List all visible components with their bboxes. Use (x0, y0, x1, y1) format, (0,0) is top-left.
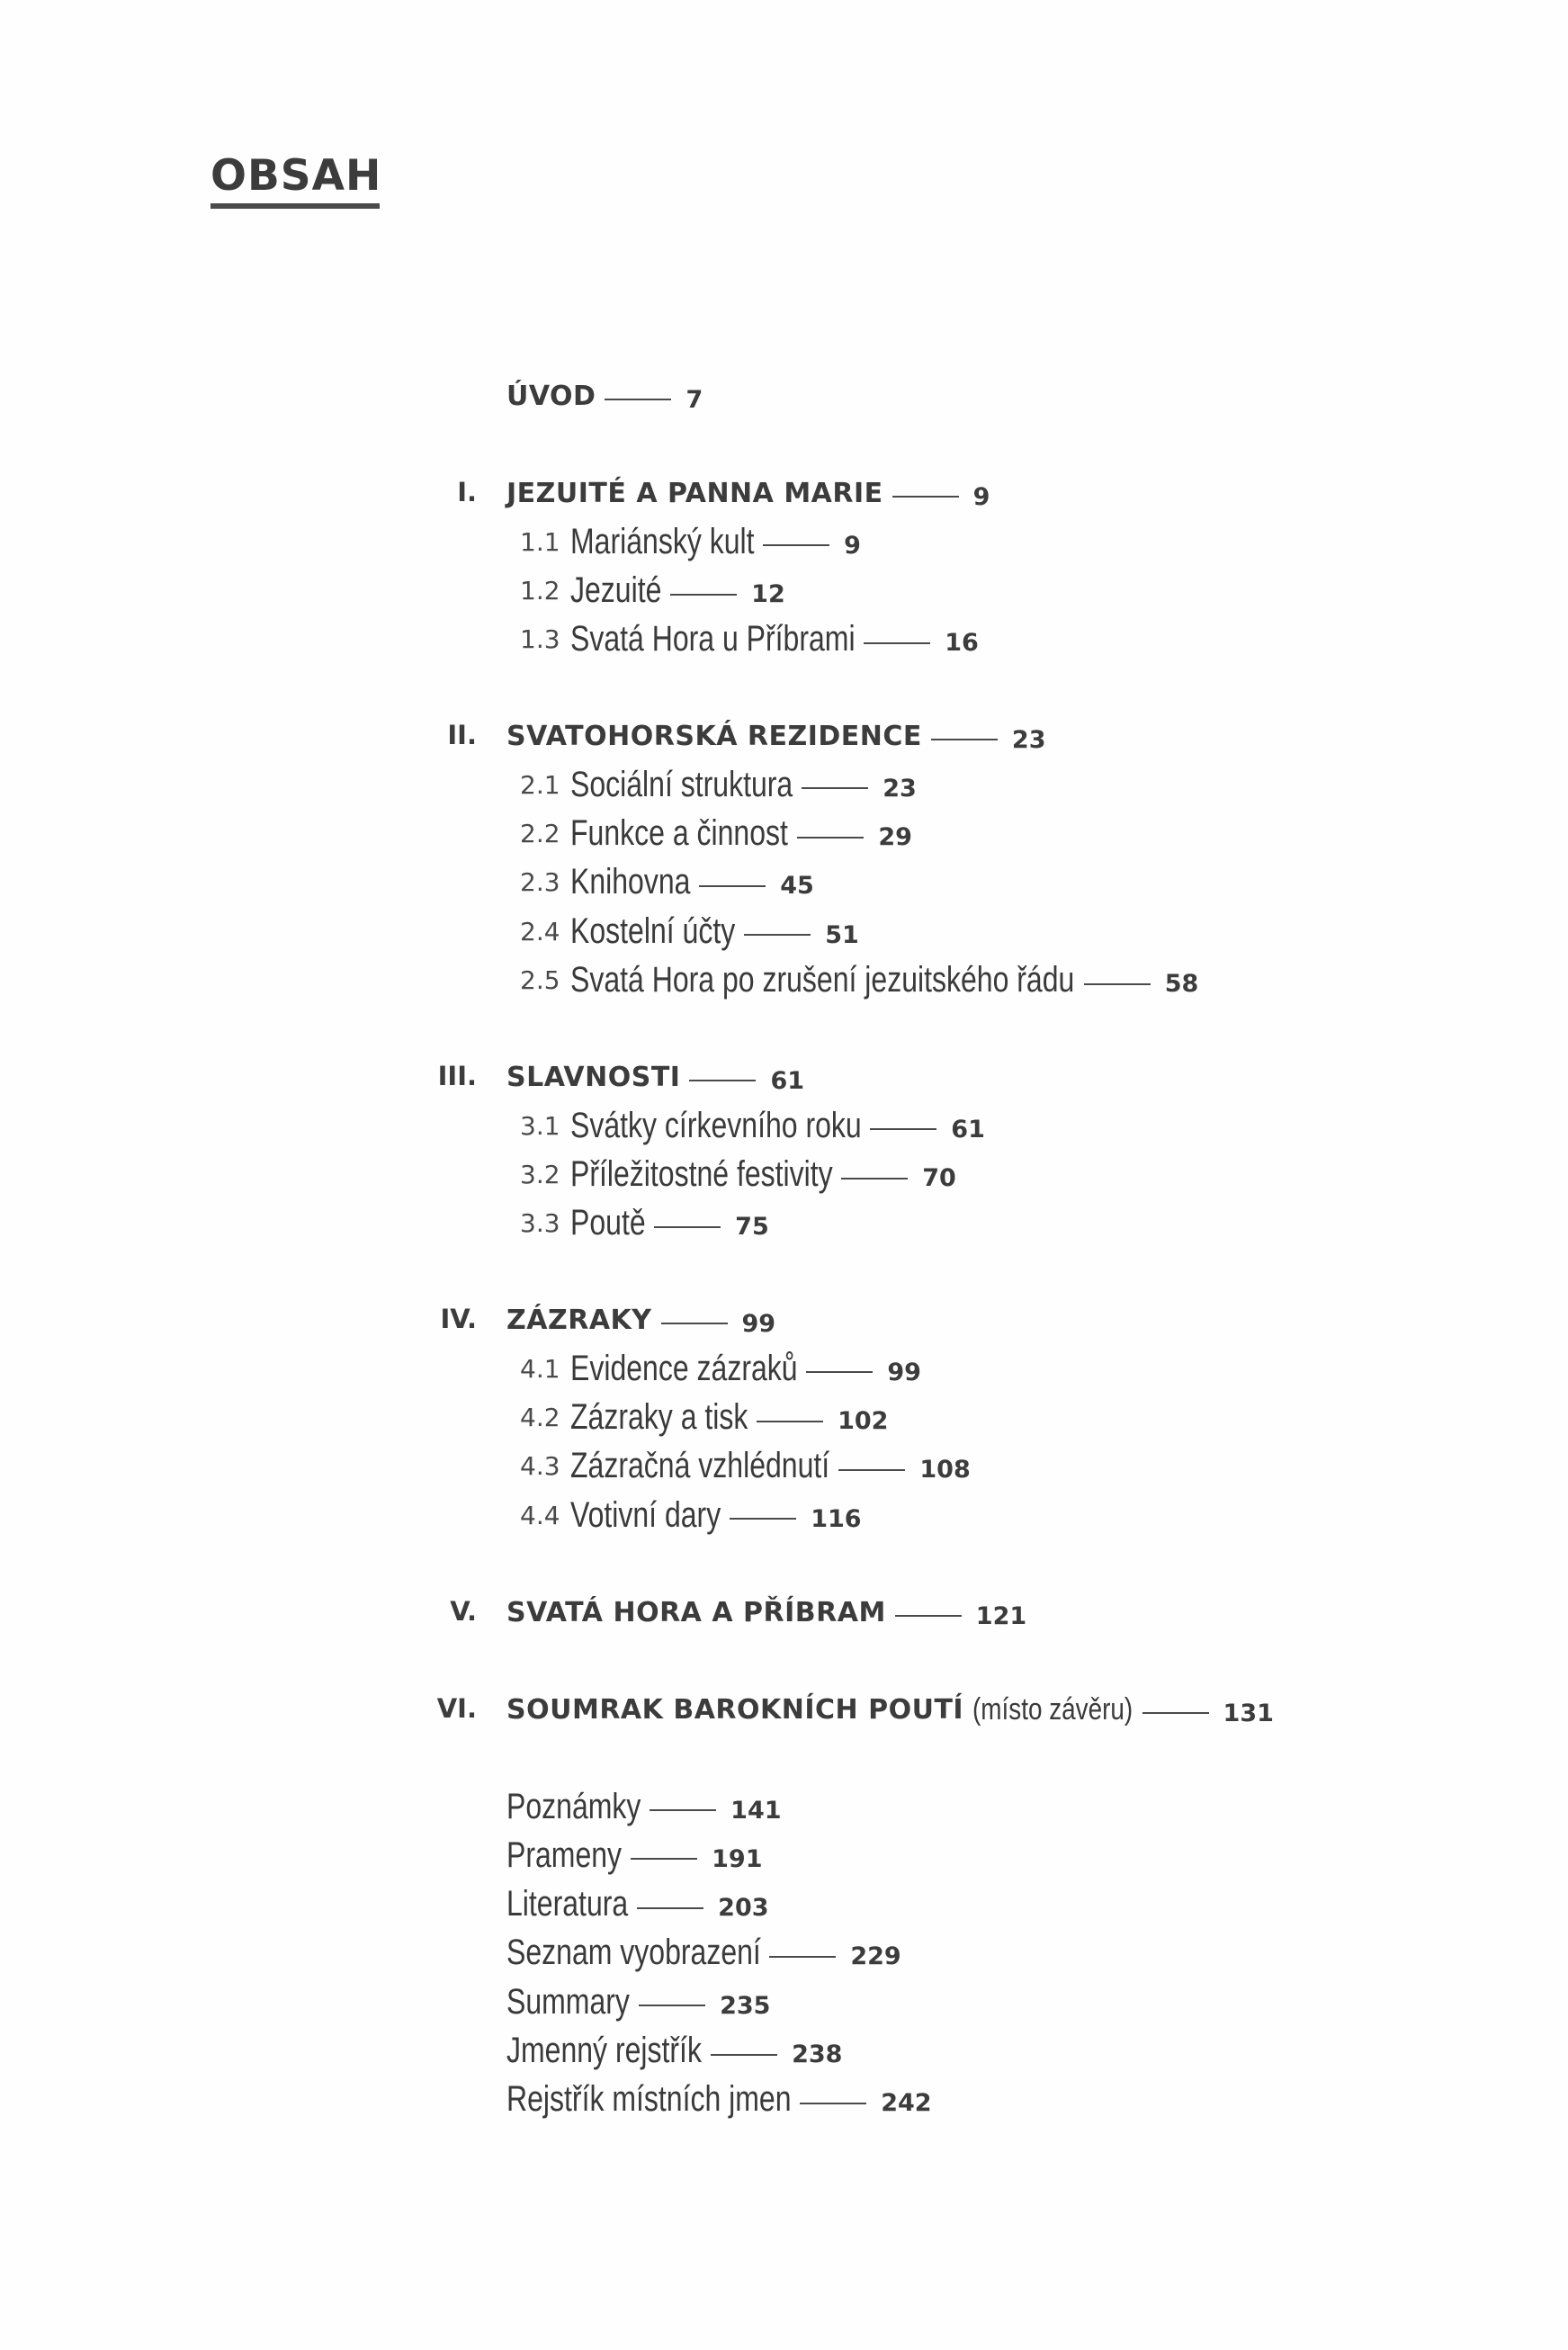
page-number: 29 (878, 823, 912, 852)
toc-entry-appendix[interactable] (506, 1834, 763, 1877)
toc-entry-section[interactable] (520, 1493, 862, 1537)
chapter-number: II. (447, 720, 477, 750)
section-title: Sociální struktura (570, 764, 793, 804)
toc-entry-section[interactable] (520, 570, 785, 613)
section-number: 1.1 (520, 526, 560, 557)
section-title: Kostelní účty (570, 910, 736, 951)
section-title: Funkce a činnost (570, 813, 788, 854)
toc-entry-appendix[interactable] (506, 2078, 932, 2121)
appendix-title: Rejstřík místních jmen (506, 2079, 792, 2120)
section-title: Votivní dary (570, 1494, 721, 1535)
section-title: Příležitostné festivity (570, 1154, 833, 1195)
page-number: 203 (718, 1894, 769, 1923)
toc-entry-section[interactable] (520, 1104, 985, 1147)
chapter-number: VI. (436, 1693, 477, 1724)
page-number: 238 (792, 2041, 843, 2068)
section-number: 3.3 (520, 1208, 560, 1239)
leader-line (864, 642, 930, 644)
chapter-number: III. (437, 1061, 477, 1091)
leader-line (802, 787, 868, 789)
toc-entry-chapter[interactable] (506, 1690, 1274, 1729)
toc-entry-section[interactable] (520, 959, 1198, 1002)
leader-line (631, 1858, 697, 1860)
leader-line (637, 1907, 703, 1909)
page-number: 121 (975, 1601, 1027, 1630)
leader-line (744, 934, 811, 936)
page-number: 242 (881, 2089, 932, 2118)
toc-entry-section[interactable] (520, 1153, 956, 1197)
leader-line (661, 1323, 728, 1324)
leader-line (769, 1956, 836, 1958)
leader-line (1084, 983, 1151, 985)
leader-line (654, 1226, 721, 1228)
toc-entry-appendix[interactable] (506, 1980, 770, 2023)
leader-line (650, 1809, 716, 1811)
leader-line (806, 1371, 873, 1373)
leader-line (763, 544, 829, 546)
section-number: 3.2 (520, 1160, 560, 1190)
page-number: 12 (751, 580, 785, 609)
chapter-number: I. (457, 477, 477, 507)
toc-entry-section[interactable] (520, 910, 859, 953)
section-number: 2.4 (520, 916, 560, 946)
toc-entry-appendix[interactable] (506, 1932, 901, 1975)
leader-line (797, 837, 864, 839)
chapter-title: ZÁZRAKY (506, 1304, 652, 1336)
page-number: 99 (887, 1358, 921, 1386)
page-number: 23 (883, 774, 917, 803)
section-title: Mariánský kult (570, 521, 755, 561)
page-number: 191 (712, 1844, 763, 1873)
leader-line (670, 594, 737, 596)
toc-entry-chapter[interactable] (506, 1300, 775, 1340)
toc-entry-section[interactable] (520, 1445, 971, 1488)
page-number: 16 (945, 629, 979, 658)
section-number: 2.5 (520, 965, 560, 995)
section-title: Poutě (570, 1203, 646, 1243)
page-number: 9 (844, 531, 861, 560)
section-number: 4.1 (520, 1353, 560, 1384)
section-number: 2.2 (520, 819, 560, 849)
leader-line (639, 2005, 705, 2006)
leader-line (838, 1469, 905, 1471)
leader-line (757, 1421, 823, 1422)
toc-entry-section[interactable] (520, 1202, 769, 1245)
toc-entry-section[interactable] (520, 1347, 921, 1390)
entry-title: ÚVOD (506, 380, 596, 412)
toc-entry-chapter[interactable] (506, 716, 1045, 756)
chapter-number: V. (450, 1596, 477, 1627)
chapter-number: IV. (440, 1304, 477, 1334)
section-number: 4.3 (520, 1451, 560, 1482)
page-number: 7 (685, 385, 703, 414)
appendix-title: Jmenný rejstřík (506, 2031, 702, 2070)
page-number: 108 (919, 1456, 971, 1484)
leader-line (689, 1080, 756, 1081)
section-number: 3.1 (520, 1110, 560, 1141)
page-number: 141 (730, 1796, 782, 1825)
leader-line (1142, 1712, 1209, 1714)
chapter-title: SOUMRAK BAROKNÍCH POUTÍ (506, 1693, 964, 1726)
page-number: 51 (825, 920, 859, 949)
section-title: Zázračná vzhlédnutí (570, 1446, 830, 1486)
section-title: Svatá Hora u Příbrami (570, 619, 856, 659)
toc-entry-intro[interactable] (506, 376, 703, 416)
toc-entry-section[interactable] (520, 618, 979, 661)
toc-entry-section[interactable] (520, 812, 912, 856)
page-number: 75 (735, 1213, 769, 1242)
toc-entry-section[interactable] (520, 763, 917, 806)
toc-entry-section[interactable] (520, 520, 861, 563)
appendix-title: Seznam vyobrazení (506, 1933, 761, 1973)
page-number: 61 (951, 1115, 985, 1144)
page-number: 58 (1164, 970, 1199, 998)
leader-line (800, 2103, 866, 2104)
section-title: Knihovna (570, 862, 691, 902)
section-title: Jezuité (570, 570, 662, 611)
leader-line (870, 1128, 936, 1130)
leader-line (730, 1518, 796, 1520)
section-number: 2.3 (520, 867, 560, 898)
toc-entry-section[interactable] (520, 861, 814, 904)
page-number: 131 (1223, 1699, 1274, 1727)
appendix-title: Summary (506, 1981, 630, 2022)
section-number: 1.3 (520, 624, 560, 655)
section-number: 4.4 (520, 1500, 560, 1530)
leader-line (699, 885, 766, 887)
toc-entry-appendix[interactable] (506, 1883, 769, 1926)
page-number: 99 (741, 1309, 776, 1338)
page-number: 235 (720, 1991, 771, 2020)
section-number: 4.2 (520, 1403, 560, 1433)
title-underline (211, 203, 380, 209)
section-title: Evidence zázraků (570, 1348, 798, 1388)
toc-entry-chapter[interactable] (506, 1057, 804, 1097)
leader-line (892, 496, 959, 498)
leader-line (711, 2054, 777, 2056)
appendix-title: Poznámky (506, 1786, 641, 1826)
toc-entry-chapter[interactable] (506, 1592, 1026, 1632)
page-number: 70 (922, 1164, 956, 1193)
appendix-title: Literatura (506, 1884, 629, 1924)
leader-line (841, 1178, 908, 1179)
page-number: 229 (850, 1942, 901, 1971)
leader-line (931, 739, 998, 740)
toc-entry-section[interactable] (520, 1396, 888, 1440)
chapter-title: SVATÁ HORA A PŘÍBRAM (506, 1596, 886, 1628)
section-number: 2.1 (520, 769, 560, 800)
page-number: 102 (838, 1407, 889, 1436)
toc-entry-appendix[interactable] (506, 1785, 782, 1828)
appendix-title: Prameny (506, 1834, 623, 1875)
chapter-note: (místo závěru) (972, 1691, 1133, 1727)
page-number: 61 (770, 1066, 805, 1095)
chapter-title: SLAVNOSTI (506, 1061, 681, 1093)
page-number: 9 (972, 482, 990, 511)
section-title: Svatá Hora po zrušení jezuitského řádu (570, 960, 1075, 1000)
chapter-title: SVATOHORSKÁ REZIDENCE (506, 720, 922, 752)
page-title: OBSAH (211, 151, 382, 201)
page-number: 116 (811, 1504, 862, 1533)
page-number: 45 (780, 872, 814, 901)
leader-line (605, 399, 671, 400)
section-title: Svátky církevního roku (570, 1105, 862, 1145)
toc-entry-appendix[interactable] (506, 2030, 842, 2073)
section-number: 1.2 (520, 576, 560, 606)
page-number: 23 (1011, 725, 1046, 754)
section-title: Zázraky a tisk (570, 1397, 748, 1438)
leader-line (895, 1615, 962, 1617)
chapter-title: JEZUITÉ A PANNA MARIE (506, 477, 883, 509)
toc-entry-chapter[interactable] (506, 473, 990, 513)
